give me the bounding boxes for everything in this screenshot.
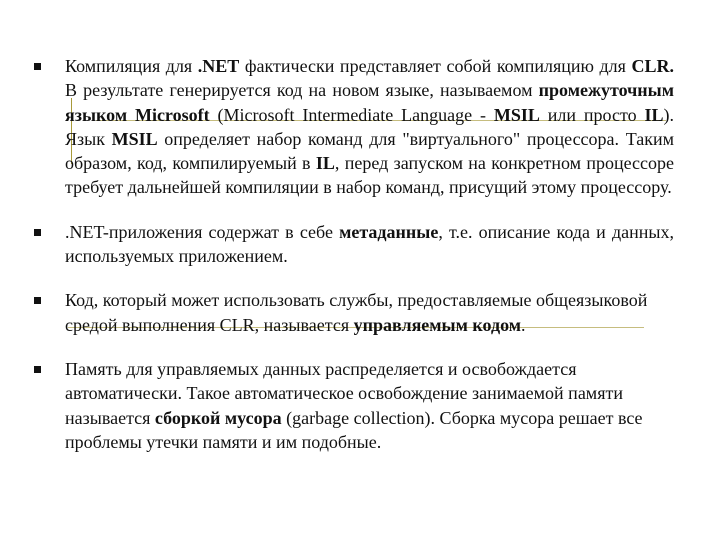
text-run-bold: .NET: [197, 56, 240, 76]
text-run: определяет набор команд для "виртуального" процессора. Таким образом, код, компилируемый в: [65, 128, 674, 174]
text-run: .: [521, 314, 526, 335]
text-run: В результате генерируется код на новом языке, называемом: [65, 80, 539, 101]
text-run-bold: IL: [315, 153, 335, 174]
text-run-bold: метаданные: [339, 221, 439, 242]
text-run: ). Язык: [65, 104, 675, 149]
text-run: или просто: [539, 104, 645, 125]
bullet-text: [65, 290, 647, 334]
text-run-bold: CLR.: [631, 56, 674, 76]
text-run: (garbage collection). Сборка мусора решает все проблемы утечки памяти и им подобные.: [65, 407, 643, 452]
bullet-metadata: [34, 220, 674, 269]
text-run: (Microsoft Intermediate Language -: [209, 104, 494, 125]
text-run-bold: сборкой мусора: [154, 407, 282, 428]
bullet-list: [34, 54, 674, 474]
text-run-bold: IL: [644, 104, 664, 125]
bullet-text: [65, 359, 643, 452]
bullet-text: [65, 222, 674, 266]
text-run-bold: промежуточным языком Microsoft: [65, 80, 674, 125]
bullet-compilation: [34, 54, 674, 200]
square-bullet-icon: [34, 63, 41, 70]
text-run: , т.е. описание кода и данных, используемых приложением.: [65, 221, 674, 267]
text-run: .NET-приложения содержат в себе: [65, 221, 340, 242]
square-bullet-icon: [34, 297, 41, 304]
text-run-bold: управляемым кодом: [353, 314, 522, 335]
bullet-garbage-collection: [34, 357, 674, 454]
text-run: Компиляция для: [65, 56, 198, 76]
text-run-bold: MSIL: [493, 104, 540, 125]
text-run: Код, который может использовать службы, предоставляемые общеязыковой средой выполнения CLR, называется: [65, 290, 648, 335]
text-run: , перед запуском на конкретном процессоре требует дальнейшей компиляции в набор команд, присущий этому процессору.: [65, 153, 674, 198]
text-run-bold: MSIL: [111, 128, 158, 149]
square-bullet-icon: [34, 366, 41, 373]
text-run: фактически представляет собой компиляцию для: [239, 56, 632, 76]
bullet-managed-code: [34, 288, 674, 337]
bullet-text: [65, 56, 674, 197]
square-bullet-icon: [34, 229, 41, 236]
text-run: Память для управляемых данных распределяется и освобождается автоматически. Такое автоматическое освобождение занимаемой памяти называется: [65, 358, 623, 428]
